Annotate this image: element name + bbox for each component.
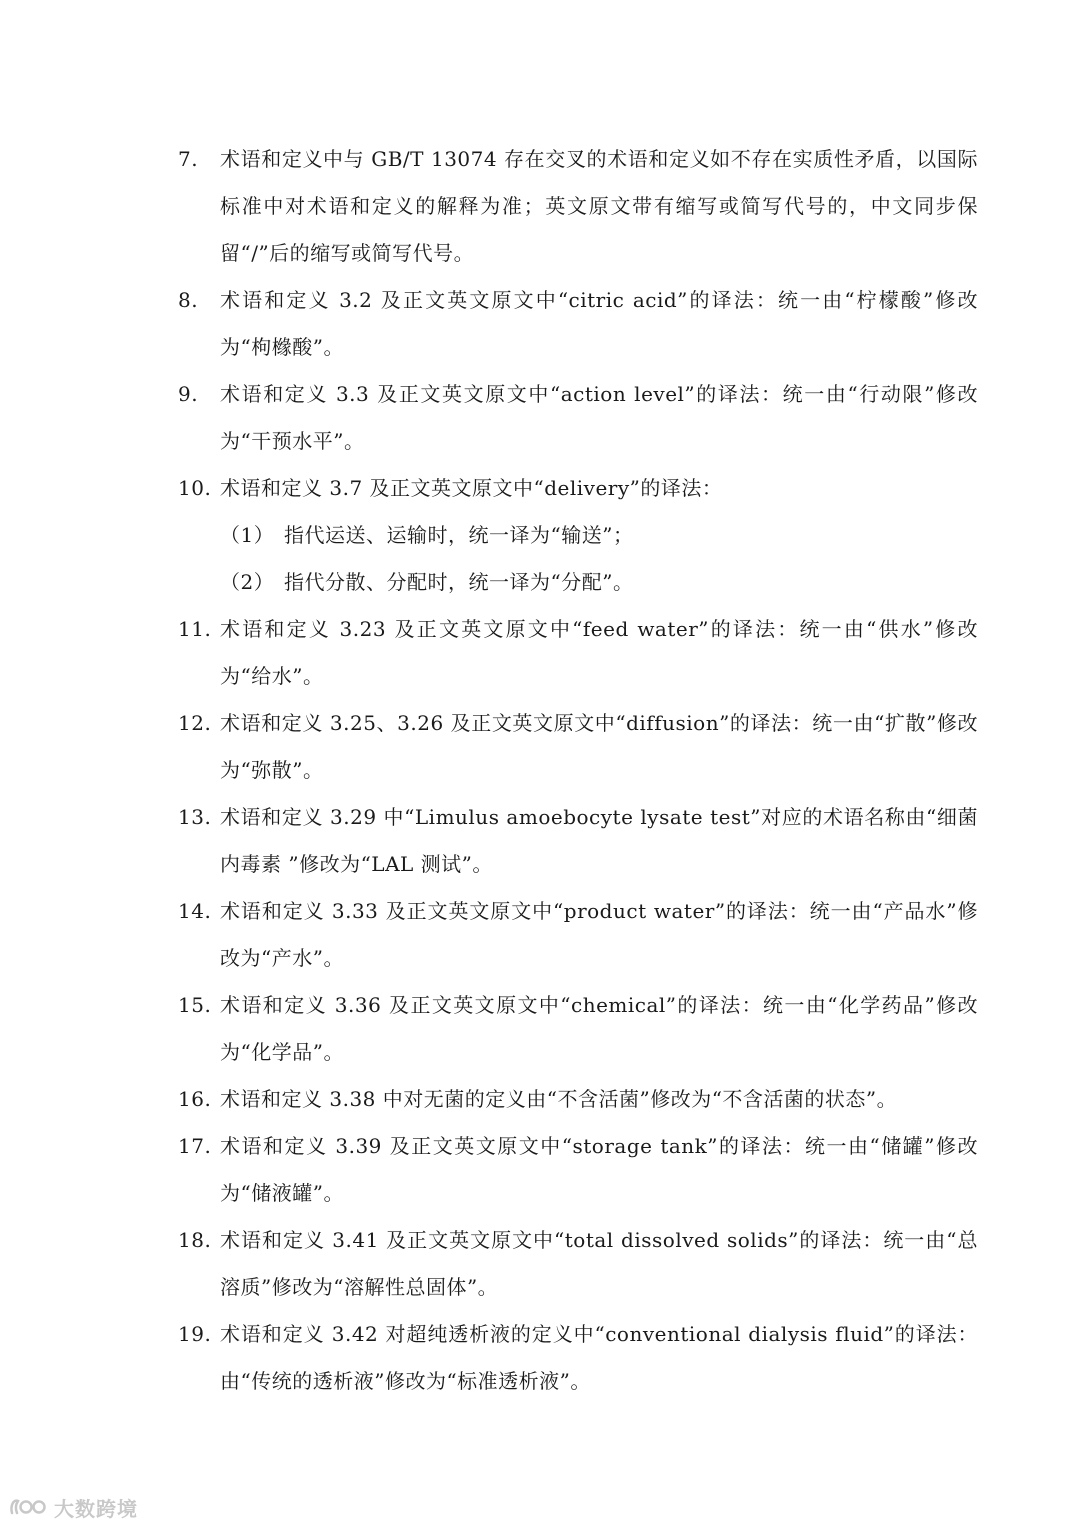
sub-list-item-number: （1）	[220, 523, 275, 547]
list-item-text: 术语和定义 3.39 及正文英文原文中“storage tank”的译法：统一由“储罐”修改为“储液罐”。	[220, 1134, 978, 1205]
list-item-text: 术语和定义 3.38 中对无菌的定义由“不含活菌”修改为“不含活菌的状态”。	[220, 1087, 898, 1111]
translation-notes-list	[178, 136, 978, 1405]
list-item-text: 术语和定义 3.29 中“Limulus amoebocyte lysate test”对应的术语名称由“细菌内毒素 ”修改为“LAL 测试”。	[220, 805, 978, 876]
list-item	[178, 1311, 978, 1405]
list-item-text: 术语和定义 3.2 及正文英文原文中“citric acid”的译法：统一由“柠檬酸”修改为“枸橼酸”。	[220, 288, 978, 359]
list-item	[178, 1076, 978, 1123]
sub-list-item-text: 指代运送、运输时，统一译为“输送”；	[284, 523, 634, 547]
list-item-number: 7.	[178, 147, 199, 171]
list-item	[178, 606, 978, 700]
list-item-number: 9.	[178, 382, 199, 406]
list-item-text: 术语和定义 3.33 及正文英文原文中“product water”的译法：统一由“产品水”修改为“产水”。	[220, 899, 978, 970]
sub-list-item	[178, 559, 978, 606]
sub-list-item-text: 指代分散、分配时，统一译为“分配”。	[284, 570, 634, 594]
list-item-text: 术语和定义 3.3 及正文英文原文中“action level”的译法：统一由“行动限”修改为“干预水平”。	[220, 382, 978, 453]
list-item	[178, 277, 978, 371]
list-item-text: 术语和定义 3.7 及正文英文原文中“delivery”的译法：	[220, 476, 723, 500]
list-item	[178, 1123, 978, 1217]
list-item-number: 12.	[178, 711, 212, 735]
watermark	[8, 1492, 138, 1522]
list-item-number: 10.	[178, 476, 212, 500]
watermark-text: 大数跨境	[54, 1496, 138, 1521]
list-item-text: 术语和定义中与 GB/T 13074 存在交叉的术语和定义如不存在实质性矛盾，以国际标准中对术语和定义的解释为准；英文原文带有缩写或简写代号的，中文同步保留“/”后的缩写或简写代号。	[220, 147, 978, 265]
list-item-number: 11.	[178, 617, 212, 641]
list-item-text: 术语和定义 3.23 及正文英文原文中“feed water”的译法：统一由“供水”修改为“给水”。	[220, 617, 978, 688]
list-item-number: 15.	[178, 993, 212, 1017]
list-item	[178, 371, 978, 465]
list-item-number: 14.	[178, 899, 212, 923]
list-item	[178, 1217, 978, 1311]
list-item	[178, 982, 978, 1076]
list-item-number: 13.	[178, 805, 212, 829]
list-item-number: 17.	[178, 1134, 212, 1158]
list-item-number: 19.	[178, 1322, 212, 1346]
brand-logo-icon	[8, 1495, 50, 1519]
list-item-text: 术语和定义 3.42 对超纯透析液的定义中“conventional dialysis fluid”的译法：由“传统的透析液”修改为“标准透析液”。	[220, 1322, 978, 1393]
list-item	[178, 465, 978, 512]
list-item	[178, 888, 978, 982]
list-item-text: 术语和定义 3.41 及正文英文原文中“total dissolved solids”的译法：统一由“总溶质”修改为“溶解性总固体”。	[220, 1228, 978, 1299]
sub-list-item	[178, 512, 978, 559]
list-item	[178, 700, 978, 794]
list-item-text: 术语和定义 3.36 及正文英文原文中“chemical”的译法：统一由“化学药品”修改为“化学品”。	[220, 993, 978, 1064]
list-item	[178, 794, 978, 888]
list-item-text: 术语和定义 3.25、3.26 及正文英文原文中“diffusion”的译法：统一由“扩散”修改为“弥散”。	[220, 711, 978, 782]
list-item-number: 16.	[178, 1087, 212, 1111]
list-item-number: 18.	[178, 1228, 212, 1252]
list-item-number: 8.	[178, 288, 199, 312]
list-item	[178, 136, 978, 277]
sub-list-item-number: （2）	[220, 570, 275, 594]
